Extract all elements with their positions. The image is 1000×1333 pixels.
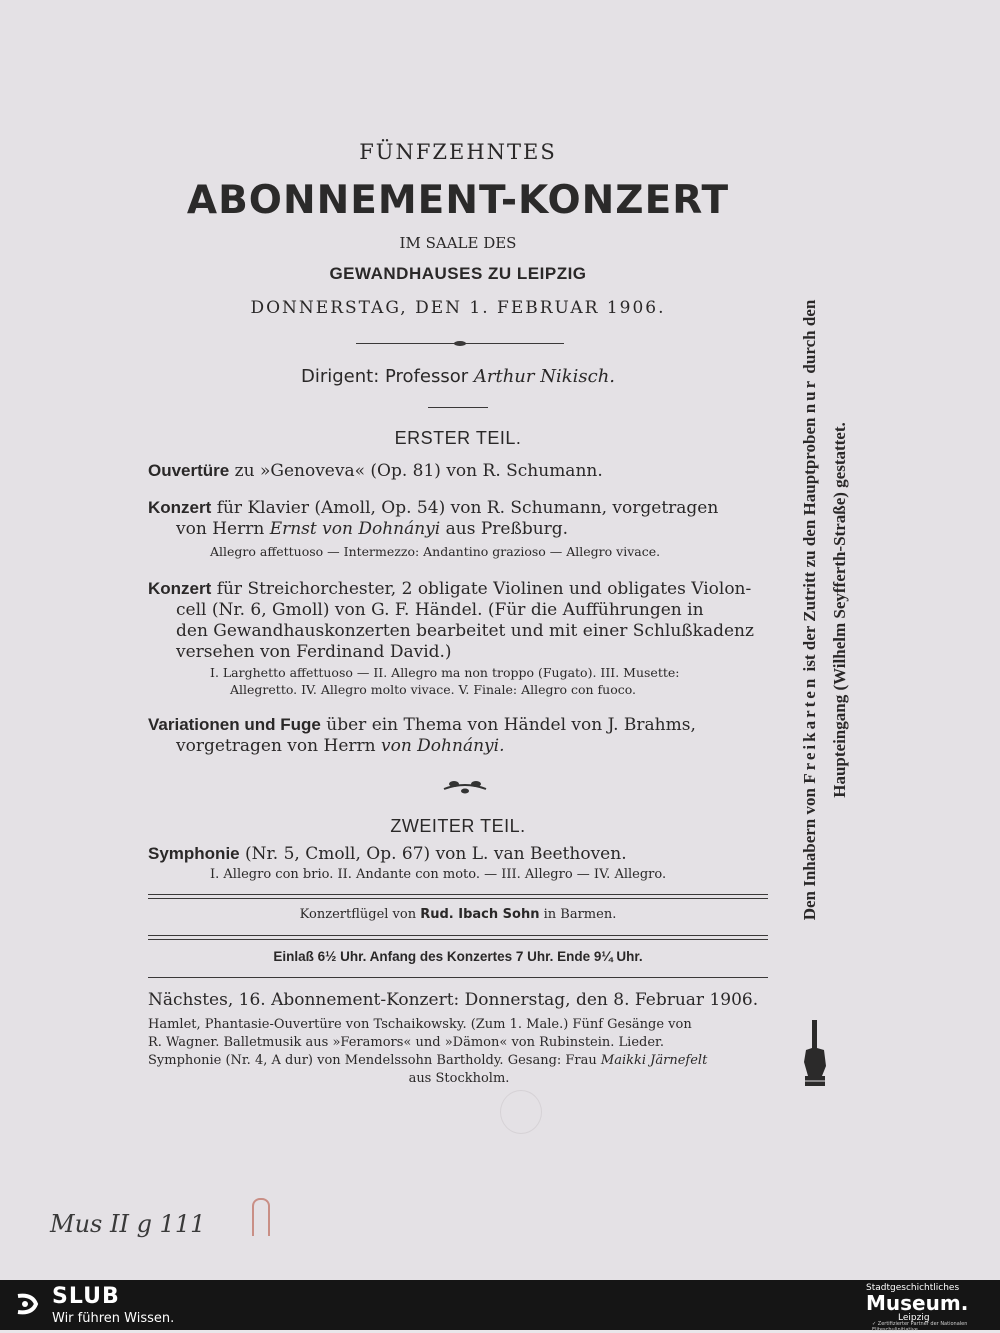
item-lead: Variationen und Fuge: [148, 715, 321, 734]
divider: [428, 407, 488, 408]
next-concert-singer: Maikki Järnefelt: [600, 1053, 708, 1068]
item-text: (Nr. 5, Cmoll, Op. 67) von L. van Beethoven.: [245, 844, 627, 864]
admission-notice: [790, 140, 860, 1100]
concert-title: ABONNEMENT-KONZERT: [186, 178, 730, 223]
next-concert-body: [148, 1016, 770, 1088]
item-text: für Streichorchester, 2 obligate Violinen und obligates Violon-: [216, 579, 752, 599]
item-lead: Ouvertüre: [148, 461, 230, 480]
notice-part-a: Den Inhabern von: [800, 788, 819, 921]
notice-freikarten: Freikarten: [800, 675, 819, 784]
embossed-stamp: [500, 1090, 542, 1134]
item-line4: versehen von Ferdinand David.): [176, 642, 452, 662]
double-rule: [148, 935, 768, 940]
concert-date: DONNERSTAG, DEN 1. FEBRUAR 1906.: [250, 298, 666, 318]
part2-heading: ZWEITER TEIL.: [390, 816, 526, 836]
item-cont: von Herrn: [176, 519, 265, 539]
program-item-beethoven-5: [148, 843, 770, 865]
piano-maker: Rud. Ibach Sohn: [420, 907, 540, 922]
program-item-piano-concerto: [148, 497, 770, 540]
conductor-title: Professor: [385, 366, 469, 387]
rule: [148, 977, 768, 979]
item-text: über ein Thema von Händel von J. Brahms,: [326, 715, 696, 735]
piano-note-prefix: Konzertflügel von: [299, 907, 417, 922]
item-text: zu »Genoveva« (Op. 81) von R. Schumann.: [234, 461, 603, 481]
program-item-genoveva: [148, 460, 770, 482]
slub-name[interactable]: SLUB: [52, 1284, 120, 1309]
pointing-hand-icon: [800, 1018, 830, 1090]
concert-ordinal: FÜNFZEHNTES: [359, 140, 557, 164]
concert-times: Einlaß 6½ Uhr. Anfang des Konzertes 7 Uhr. Ende 9¼ Uhr.: [273, 949, 643, 964]
next-concert-line3: Symphonie (Nr. 4, A dur) von Mendelssohn Bartholdy. Gesang: Frau: [148, 1053, 597, 1068]
museum-name[interactable]: Museum.: [866, 1291, 969, 1315]
movements-handel-2: Allegretto. IV. Allegro molto vivace. V. Finale: Allegro con fuoco.: [230, 682, 637, 697]
item-lead: Konzert: [148, 579, 212, 598]
item-cont: vorgetragen von Herrn: [176, 736, 376, 756]
item-cont-end: aus Preßburg.: [445, 519, 569, 539]
museum-prefix: Stadtgeschichtliches: [866, 1283, 960, 1293]
piano-note-suffix: in Barmen.: [543, 907, 617, 922]
pencil-mark: [252, 1198, 270, 1236]
program-item-brahms-variations: [148, 714, 770, 757]
conductor-label: Dirigent:: [300, 366, 380, 387]
item-performer: von Dohnányi.: [380, 736, 505, 756]
ornamental-rule: [356, 342, 564, 345]
footer-bar: [0, 1280, 1000, 1333]
movements-piano-concerto: Allegro affettuoso — Intermezzo: Andantino grazioso — Allegro vivace.: [210, 544, 661, 559]
item-performer: Ernst von Dohnányi: [269, 519, 441, 539]
next-concert-line4: aus Stockholm.: [408, 1071, 510, 1086]
venue-name: GEWANDHAUSES ZU LEIPZIG: [329, 264, 587, 283]
notice-nur: nur: [800, 377, 819, 414]
leaf-ornament-icon: [440, 775, 490, 797]
movements-beethoven: I. Allegro con brio. II. Andante con moto. — III. Allegro — IV. Allegro.: [210, 867, 667, 882]
conductor-line: [148, 366, 768, 387]
next-concert-line1: Hamlet, Phantasie-Ouvertüre von Tschaikowsky. (Zum 1. Male.) Fünf Gesänge von: [148, 1017, 692, 1032]
museum-city: Leipzig: [898, 1313, 930, 1323]
next-concert-line2: R. Wagner. Balletmusik aus »Feramors« und »Dämon« von Rubinstein. Lieder.: [148, 1035, 664, 1050]
venue-prefix: IM SAALE DES: [399, 234, 517, 252]
slub-logo-icon[interactable]: [12, 1292, 42, 1316]
notice-line2: Haupteingang (Wilhelm Seyfferth-Straße) gestattet.: [830, 422, 849, 798]
item-line3: den Gewandhauskonzerten bearbeitet und mit einer Schlußkadenz: [176, 621, 754, 641]
item-lead: Konzert: [148, 498, 212, 517]
next-concert-title: Nächstes, 16. Abonnement-Konzert: Donnerstag, den 8. Februar 1906.: [148, 990, 759, 1010]
part1-heading: ERSTER TEIL.: [394, 428, 522, 448]
program-item-handel-concerto: [148, 578, 770, 663]
item-line2: cell (Nr. 6, Gmoll) von G. F. Händel. (Für die Aufführungen in: [176, 600, 704, 620]
double-rule: [148, 894, 768, 899]
conductor-name: Arthur Nikisch.: [473, 366, 616, 387]
shelfmark: Mus II g 111: [50, 1210, 206, 1238]
notice-part-c: ist der Zutritt zu den Hauptproben: [800, 417, 819, 672]
item-lead: Symphonie: [148, 844, 240, 863]
movements-handel-1: I. Larghetto affettuoso — II. Allegro ma non troppo (Fugato). III. Musette:: [210, 665, 680, 680]
slub-tagline: Wir führen Wissen.: [52, 1311, 175, 1326]
item-text: für Klavier (Amoll, Op. 54) von R. Schumann, vorgetragen: [216, 498, 719, 518]
piano-note: [148, 907, 768, 922]
museum-cert: ✓ Zertifizierter Partner der Nationalen Eliteschulinitiative: [872, 1321, 968, 1333]
notice-part-e: durch den: [800, 299, 819, 374]
